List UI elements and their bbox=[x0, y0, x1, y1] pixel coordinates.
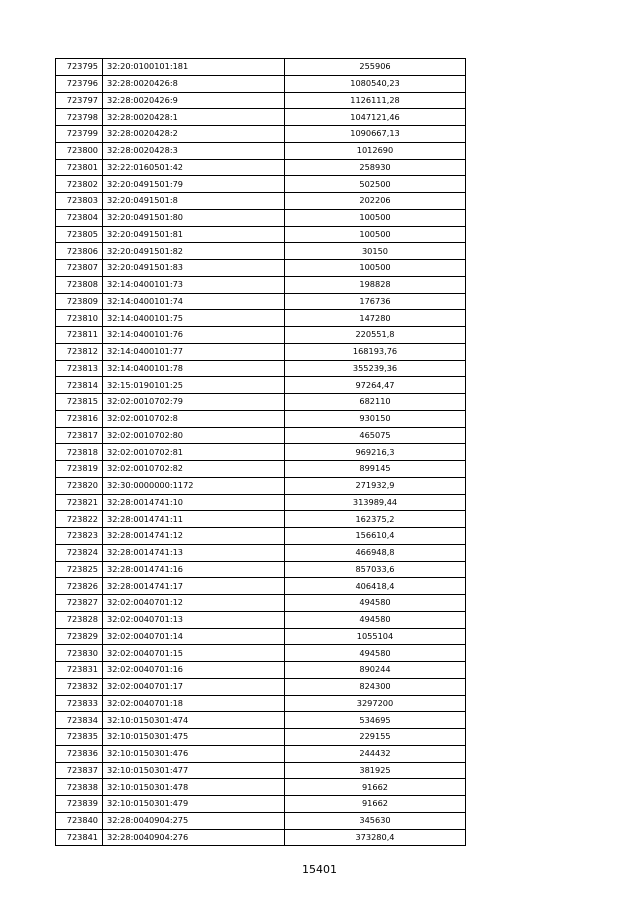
table-row bbox=[56, 712, 466, 729]
cadastral-number-cell: 32:02:0040701:16 bbox=[103, 662, 285, 679]
cadastral-value-cell: 271932,9 bbox=[285, 477, 466, 494]
row-id-cell: 723830 bbox=[56, 645, 103, 662]
row-id-cell: 723806 bbox=[56, 243, 103, 260]
cadastral-value-cell: 30150 bbox=[285, 243, 466, 260]
cadastral-value-cell: 1012690 bbox=[285, 142, 466, 159]
cadastral-number-cell: 32:02:0040701:18 bbox=[103, 695, 285, 712]
row-id-cell: 723823 bbox=[56, 528, 103, 545]
table-row bbox=[56, 159, 466, 176]
table-row bbox=[56, 745, 466, 762]
cadastral-value-cell: 969216,3 bbox=[285, 444, 466, 461]
row-id-cell: 723816 bbox=[56, 410, 103, 427]
table-row bbox=[56, 427, 466, 444]
table-row bbox=[56, 377, 466, 394]
cadastral-number-cell: 32:28:0014741:17 bbox=[103, 578, 285, 595]
cadastral-number-cell: 32:02:0040701:12 bbox=[103, 595, 285, 612]
table-row bbox=[56, 59, 466, 76]
row-id-cell: 723839 bbox=[56, 796, 103, 813]
cadastral-value-cell: 220551,8 bbox=[285, 327, 466, 344]
table-row bbox=[56, 343, 466, 360]
cadastral-number-cell: 32:28:0020426:9 bbox=[103, 92, 285, 109]
cadastral-value-cell: 255906 bbox=[285, 59, 466, 76]
row-id-cell: 723831 bbox=[56, 662, 103, 679]
cadastral-value-cell: 156610,4 bbox=[285, 528, 466, 545]
cadastral-value-cell: 258930 bbox=[285, 159, 466, 176]
cadastral-value-cell: 91662 bbox=[285, 796, 466, 813]
table-row bbox=[56, 678, 466, 695]
cadastral-number-cell: 32:02:0040701:13 bbox=[103, 611, 285, 628]
cadastral-number-cell: 32:10:0150301:479 bbox=[103, 796, 285, 813]
table-row bbox=[56, 511, 466, 528]
table-row bbox=[56, 394, 466, 411]
row-id-cell: 723812 bbox=[56, 343, 103, 360]
cadastral-value-cell: 100500 bbox=[285, 209, 466, 226]
table-row bbox=[56, 477, 466, 494]
table-row bbox=[56, 92, 466, 109]
cadastral-number-cell: 32:28:0014741:11 bbox=[103, 511, 285, 528]
table-row bbox=[56, 410, 466, 427]
table-row bbox=[56, 578, 466, 595]
row-id-cell: 723826 bbox=[56, 578, 103, 595]
table-row bbox=[56, 226, 466, 243]
table-row bbox=[56, 310, 466, 327]
table-row bbox=[56, 812, 466, 829]
cadastral-value-cell: 502500 bbox=[285, 176, 466, 193]
table-row bbox=[56, 193, 466, 210]
cadastral-number-cell: 32:14:0400101:75 bbox=[103, 310, 285, 327]
cadastral-value-cell: 313989,44 bbox=[285, 494, 466, 511]
table-row bbox=[56, 561, 466, 578]
cadastral-value-cell: 244432 bbox=[285, 745, 466, 762]
cadastral-value-cell: 176736 bbox=[285, 293, 466, 310]
row-id-cell: 723821 bbox=[56, 494, 103, 511]
table-row bbox=[56, 611, 466, 628]
cadastral-number-cell: 32:02:0040701:15 bbox=[103, 645, 285, 662]
cadastral-value-cell: 682110 bbox=[285, 394, 466, 411]
cadastral-number-cell: 32:02:0010702:79 bbox=[103, 394, 285, 411]
page-number: 15401 bbox=[302, 863, 337, 876]
cadastral-value-cell: 1080540,23 bbox=[285, 75, 466, 92]
cadastral-number-cell: 32:02:0010702:81 bbox=[103, 444, 285, 461]
cadastral-value-cell: 466948,8 bbox=[285, 544, 466, 561]
table-row bbox=[56, 142, 466, 159]
cadastral-number-cell: 32:02:0040701:14 bbox=[103, 628, 285, 645]
cadastral-number-cell: 32:20:0491501:79 bbox=[103, 176, 285, 193]
cadastral-number-cell: 32:20:0491501:82 bbox=[103, 243, 285, 260]
table-row bbox=[56, 796, 466, 813]
cadastral-value-cell: 899145 bbox=[285, 461, 466, 478]
cadastral-number-cell: 32:28:0020426:8 bbox=[103, 75, 285, 92]
cadastral-number-cell: 32:14:0400101:74 bbox=[103, 293, 285, 310]
table-row bbox=[56, 176, 466, 193]
cadastral-value-cell: 100500 bbox=[285, 226, 466, 243]
cadastral-value-cell: 1090667,13 bbox=[285, 126, 466, 143]
cadastral-value-cell: 229155 bbox=[285, 729, 466, 746]
cadastral-number-cell: 32:02:0040701:17 bbox=[103, 678, 285, 695]
row-id-cell: 723798 bbox=[56, 109, 103, 126]
table-row bbox=[56, 293, 466, 310]
cadastral-number-cell: 32:10:0150301:475 bbox=[103, 729, 285, 746]
cadastral-number-cell: 32:28:0040904:276 bbox=[103, 829, 285, 846]
cadastral-value-cell: 930150 bbox=[285, 410, 466, 427]
cadastral-number-cell: 32:10:0150301:476 bbox=[103, 745, 285, 762]
cadastral-value-cell: 373280,4 bbox=[285, 829, 466, 846]
cadastral-value-cell: 97264,47 bbox=[285, 377, 466, 394]
table-row bbox=[56, 628, 466, 645]
table-row bbox=[56, 276, 466, 293]
row-id-cell: 723820 bbox=[56, 477, 103, 494]
table-row bbox=[56, 75, 466, 92]
cadastral-number-cell: 32:22:0160501:42 bbox=[103, 159, 285, 176]
table-row bbox=[56, 544, 466, 561]
row-id-cell: 723805 bbox=[56, 226, 103, 243]
table-row bbox=[56, 109, 466, 126]
table-row bbox=[56, 662, 466, 679]
cadastral-value-cell: 494580 bbox=[285, 611, 466, 628]
row-id-cell: 723822 bbox=[56, 511, 103, 528]
row-id-cell: 723797 bbox=[56, 92, 103, 109]
cadastral-number-cell: 32:14:0400101:76 bbox=[103, 327, 285, 344]
cadastral-value-cell: 494580 bbox=[285, 645, 466, 662]
cadastral-value-cell: 198828 bbox=[285, 276, 466, 293]
cadastral-value-cell: 147280 bbox=[285, 310, 466, 327]
row-id-cell: 723811 bbox=[56, 327, 103, 344]
row-id-cell: 723799 bbox=[56, 126, 103, 143]
cadastral-number-cell: 32:20:0491501:83 bbox=[103, 260, 285, 277]
cadastral-number-cell: 32:28:0014741:16 bbox=[103, 561, 285, 578]
row-id-cell: 723813 bbox=[56, 360, 103, 377]
row-id-cell: 723818 bbox=[56, 444, 103, 461]
table-row bbox=[56, 209, 466, 226]
cadastral-number-cell: 32:14:0400101:78 bbox=[103, 360, 285, 377]
cadastral-value-cell: 1126111,28 bbox=[285, 92, 466, 109]
cadastral-number-cell: 32:28:0020428:3 bbox=[103, 142, 285, 159]
table-row bbox=[56, 645, 466, 662]
cadastral-value-cell: 345630 bbox=[285, 812, 466, 829]
row-id-cell: 723834 bbox=[56, 712, 103, 729]
row-id-cell: 723828 bbox=[56, 611, 103, 628]
cadastral-value-cell: 91662 bbox=[285, 779, 466, 796]
row-id-cell: 723809 bbox=[56, 293, 103, 310]
row-id-cell: 723824 bbox=[56, 544, 103, 561]
row-id-cell: 723810 bbox=[56, 310, 103, 327]
cadastral-number-cell: 32:28:0040904:275 bbox=[103, 812, 285, 829]
table-row bbox=[56, 494, 466, 511]
cadastral-value-cell: 465075 bbox=[285, 427, 466, 444]
row-id-cell: 723807 bbox=[56, 260, 103, 277]
cadastral-value-cell: 168193,76 bbox=[285, 343, 466, 360]
cadastral-value-cell: 381925 bbox=[285, 762, 466, 779]
cadastral-value-cell: 1047121,46 bbox=[285, 109, 466, 126]
cadastral-number-cell: 32:20:0100101:181 bbox=[103, 59, 285, 76]
table-row bbox=[56, 327, 466, 344]
table-row bbox=[56, 126, 466, 143]
row-id-cell: 723804 bbox=[56, 209, 103, 226]
cadastral-number-cell: 32:28:0014741:10 bbox=[103, 494, 285, 511]
row-id-cell: 723815 bbox=[56, 394, 103, 411]
cadastral-number-cell: 32:15:0190101:25 bbox=[103, 377, 285, 394]
cadastral-number-cell: 32:28:0014741:12 bbox=[103, 528, 285, 545]
cadastral-value-cell: 534695 bbox=[285, 712, 466, 729]
row-id-cell: 723825 bbox=[56, 561, 103, 578]
row-id-cell: 723800 bbox=[56, 142, 103, 159]
cadastral-number-cell: 32:10:0150301:477 bbox=[103, 762, 285, 779]
table-row bbox=[56, 444, 466, 461]
cadastral-number-cell: 32:02:0010702:82 bbox=[103, 461, 285, 478]
cadastral-value-table bbox=[55, 58, 466, 846]
row-id-cell: 723795 bbox=[56, 59, 103, 76]
row-id-cell: 723827 bbox=[56, 595, 103, 612]
row-id-cell: 723837 bbox=[56, 762, 103, 779]
row-id-cell: 723835 bbox=[56, 729, 103, 746]
table-row bbox=[56, 243, 466, 260]
cadastral-value-cell: 355239,36 bbox=[285, 360, 466, 377]
cadastral-value-cell: 202206 bbox=[285, 193, 466, 210]
table-row bbox=[56, 360, 466, 377]
table-row bbox=[56, 829, 466, 846]
cadastral-value-cell: 1055104 bbox=[285, 628, 466, 645]
cadastral-value-cell: 162375,2 bbox=[285, 511, 466, 528]
cadastral-number-cell: 32:20:0491501:81 bbox=[103, 226, 285, 243]
row-id-cell: 723796 bbox=[56, 75, 103, 92]
cadastral-value-cell: 824300 bbox=[285, 678, 466, 695]
cadastral-value-cell: 857033,6 bbox=[285, 561, 466, 578]
cadastral-value-cell: 3297200 bbox=[285, 695, 466, 712]
cadastral-value-cell: 890244 bbox=[285, 662, 466, 679]
cadastral-number-cell: 32:02:0010702:80 bbox=[103, 427, 285, 444]
cadastral-number-cell: 32:20:0491501:8 bbox=[103, 193, 285, 210]
row-id-cell: 723802 bbox=[56, 176, 103, 193]
table-row bbox=[56, 695, 466, 712]
row-id-cell: 723832 bbox=[56, 678, 103, 695]
table-row bbox=[56, 729, 466, 746]
cadastral-number-cell: 32:10:0150301:478 bbox=[103, 779, 285, 796]
cadastral-value-cell: 494580 bbox=[285, 595, 466, 612]
row-id-cell: 723836 bbox=[56, 745, 103, 762]
cadastral-number-cell: 32:28:0020428:2 bbox=[103, 126, 285, 143]
row-id-cell: 723841 bbox=[56, 829, 103, 846]
row-id-cell: 723829 bbox=[56, 628, 103, 645]
cadastral-value-cell: 406418,4 bbox=[285, 578, 466, 595]
table-row bbox=[56, 528, 466, 545]
cadastral-number-cell: 32:02:0010702:8 bbox=[103, 410, 285, 427]
cadastral-value-cell: 100500 bbox=[285, 260, 466, 277]
table-row bbox=[56, 461, 466, 478]
row-id-cell: 723840 bbox=[56, 812, 103, 829]
table-row bbox=[56, 260, 466, 277]
cadastral-number-cell: 32:30:0000000:1172 bbox=[103, 477, 285, 494]
table-row bbox=[56, 762, 466, 779]
cadastral-number-cell: 32:10:0150301:474 bbox=[103, 712, 285, 729]
row-id-cell: 723808 bbox=[56, 276, 103, 293]
row-id-cell: 723819 bbox=[56, 461, 103, 478]
cadastral-number-cell: 32:20:0491501:80 bbox=[103, 209, 285, 226]
row-id-cell: 723801 bbox=[56, 159, 103, 176]
cadastral-number-cell: 32:28:0014741:13 bbox=[103, 544, 285, 561]
cadastral-number-cell: 32:14:0400101:73 bbox=[103, 276, 285, 293]
row-id-cell: 723803 bbox=[56, 193, 103, 210]
row-id-cell: 723838 bbox=[56, 779, 103, 796]
table-body bbox=[56, 59, 466, 846]
row-id-cell: 723833 bbox=[56, 695, 103, 712]
table-row bbox=[56, 779, 466, 796]
table-row bbox=[56, 595, 466, 612]
row-id-cell: 723817 bbox=[56, 427, 103, 444]
row-id-cell: 723814 bbox=[56, 377, 103, 394]
cadastral-number-cell: 32:14:0400101:77 bbox=[103, 343, 285, 360]
cadastral-number-cell: 32:28:0020428:1 bbox=[103, 109, 285, 126]
